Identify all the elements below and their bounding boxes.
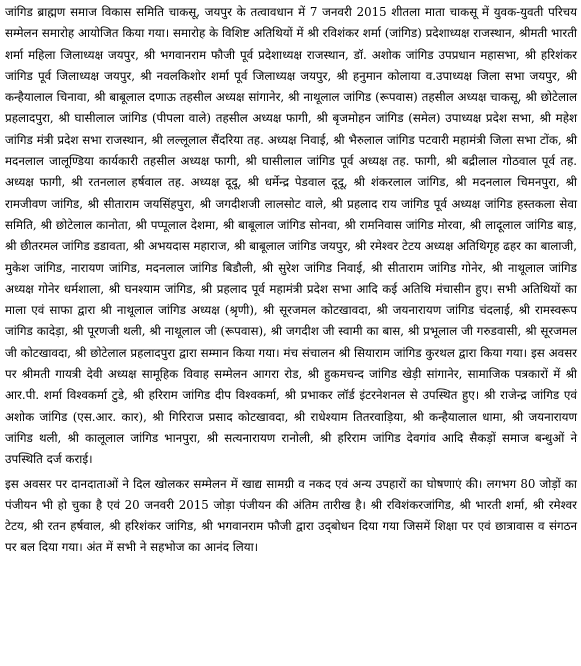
article-paragraph-1: जांगिड ब्राह्मण समाज विकास समिति चाकसू, जयपुर के तत्वावधान में 7 जनवरी 2015 शीतला माता चाकसू में युवक-युवती परिचय सम्मेलन समारोह आयोजित किया गया। समारोह के विशिष्ट अतिथियों में श्री रविशंकर शर्मा (जांगिड) प्रदेशाध्यक्ष राजस्थान, श्रीमती भारती शर्मा महिला जिलाध्यक्ष जयपुर, श्री भगवानराम फौजी पूर्व प्रदेशाध्यक्ष राजस्थान, डॉ. अशोक जांगिड उपप्रधान महासभा, श्री हरिशंकर जांगिड पूर्व जिलाध्यक्ष जयपुर, श्री नवलकिशोर शर्मा पूर्व जिलाध्यक्ष जयपुर, श्री हनुमान कोलाया व.उपाध्यक्ष जिला सभा जयपुर, श्री कन्हैयालाल चिनावा, श्री बाबूलाल दणाऊ तहसील अध्यक्ष सांगानेर, श्री नाथूलाल जांगिड (रूपवास) तहसील अध्यक्ष चाकसू, श्री छोटेलाल प्रहलादपुरा, श्री घासीलाल जांगिड (पीपला वाले) तहसील अध्यक्ष फागी, श्री बृजमोहन जांगिड (समेल) उपाध्यक्ष प्रदेश सभा, श्री महेश जांगिड मंत्री प्रदेश सभा राजस्थान, श्री लल्लूलाल सैंदरिया तह. अध्यक्ष निवाई, श्री भैरुलाल जांगिड पटवारी महामंत्री जिला सभा टोंक, श्री मदनलाल जालूण्डिया कार्यकारी तहसील अध्यक्ष फागी, श्री घासीलाल जांगिड पूर्व अध्यक्ष तह. फागी, श्री बद्रीलाल गोठवाल पूर्व तह. अध्यक्ष फागी, श्री रतनलाल हर्षवाल तह. अध्यक्ष दूदू, श्री धर्मेन्द्र पेडवाल दूदू, श्री शंकरलाल जांगिड, श्री मदनलाल चिमनपुरा, श्री रामजीवण जांगिड, श्री सीताराम जयसिंहपुरा, श्री जगदीशजी लालसोट वाले, श्री प्रहलाद राय जांगिड पूर्व अध्यक्ष जांगिड हस्तकला सेवा समिति, श्री छोटेलाल कानोता, श्री पप्पूलाल देशमा, श्री बाबूलाल जांगिड सोनवा, श्री रामनिवास जांगिड मोरवा, श्री लादूलाल जांगिड बाड़, श्री छीतरमल जांगिड डडावता, श्री अभयदास महाराज, श्री बाबूलाल जांगिड जयपुर, श्री रमेश्वर टेटय अध्यक्ष अतिथिगृह ढहर का बालाजी, मुकेश जांगिड, नारायण जांगिड, मदनलाल जांगिड बिडौली, श्री सुरेश जांगिड निवाई, श्री सीताराम जांगिड गोनेर, श्री नाथूलाल जांगिड अध्यक्ष गोनेर धर्मशाला, श्री घनश्याम जांगिड, श्री प्रहलाद पूर्व महामंत्री प्रदेश सभा आदि कई अतिथि मंचासीन हुए। सभी अतिथियों का माला एवं साफा द्वारा श्री नाथूलाल जांगिड अध्यक्ष (श्रृणी), श्री सूरजमल कोटखावदा, श्री जयनारायण जांगिड चंदलाई, श्री रामस्वरूप जांगिड कादेड़ा, श्री पूरणजी थली, श्री नाथूलाल जी (रूपवास), श्री जगदीश जी स्वामी का बास, श्री प्रभूलाल जी गरुडवासी, श्री सूरजमल जी कोटखावदा, श्री छोटेलाल प्रहलादपुरा द्वारा सम्मान किया गया। मंच संचालन श्री सियाराम जांगिड कुरथल द्वारा किया गया। इस अवसर पर श्रीमती गायत्री देवी अध्यक्ष सामूहिक विवाह सम्मेलन आगरा रोड, श्री हुकमचन्द जांगिड खेड़ी सांगानेर, सामाजिक पत्रकारों में श्री आर.पी. शर्मा विश्वकर्मा टुडे, श्री हरिराम जांगिड दीप विश्वकर्मा, श्री प्रभाकर लॉर्ड इंटरनेशनल से उपस्थित हुए। श्री राजेन्द्र जांगिड एवं अशोक जांगिड (एस.आर. कार), श्री गिरिराज प्रसाद कोटखावदा, श्री राधेश्याम तितरवाड़िया, श्री कन्हैयालाल धामा, श्री जयनारायण जांगिड थली, श्री कालूलाल जांगिड भानपुरा, श्री सत्यनारायण रानोली, श्री हरिराम जांगिड देवगांव आदि सैकड़ों समाज बन्धुओं ने उपस्थिति दर्ज कराई। <box>5 5 578 467</box>
article-paragraph-2: इस अवसर पर दानदाताओं ने दिल खोलकर सम्मेलन में खाद्य सामग्री व नकद एवं अन्य उपहारों का घोषणाएं की। लगभग 80 जोड़ों का पंजीयन भी हो चुका है एवं 20 जनवरी 2015 जोड़ा पंजीयन की अंतिम तारीख है। श्री रविशंकरजांगिड, श्री भारती शर्मा, श्री रमेश्वर टेटय, श्री रतन हर्षवाल, श्री हरिशंकर जांगिड, श्री भगवानराम फौजी द्वारा उद्‌बोधन दिया गया जिसमें शिक्षा पर एवं छात्रावास व संगठन पर बल दिया गया। अंत में सभी ने सहभोज का आनंद लिया। <box>5 476 577 555</box>
